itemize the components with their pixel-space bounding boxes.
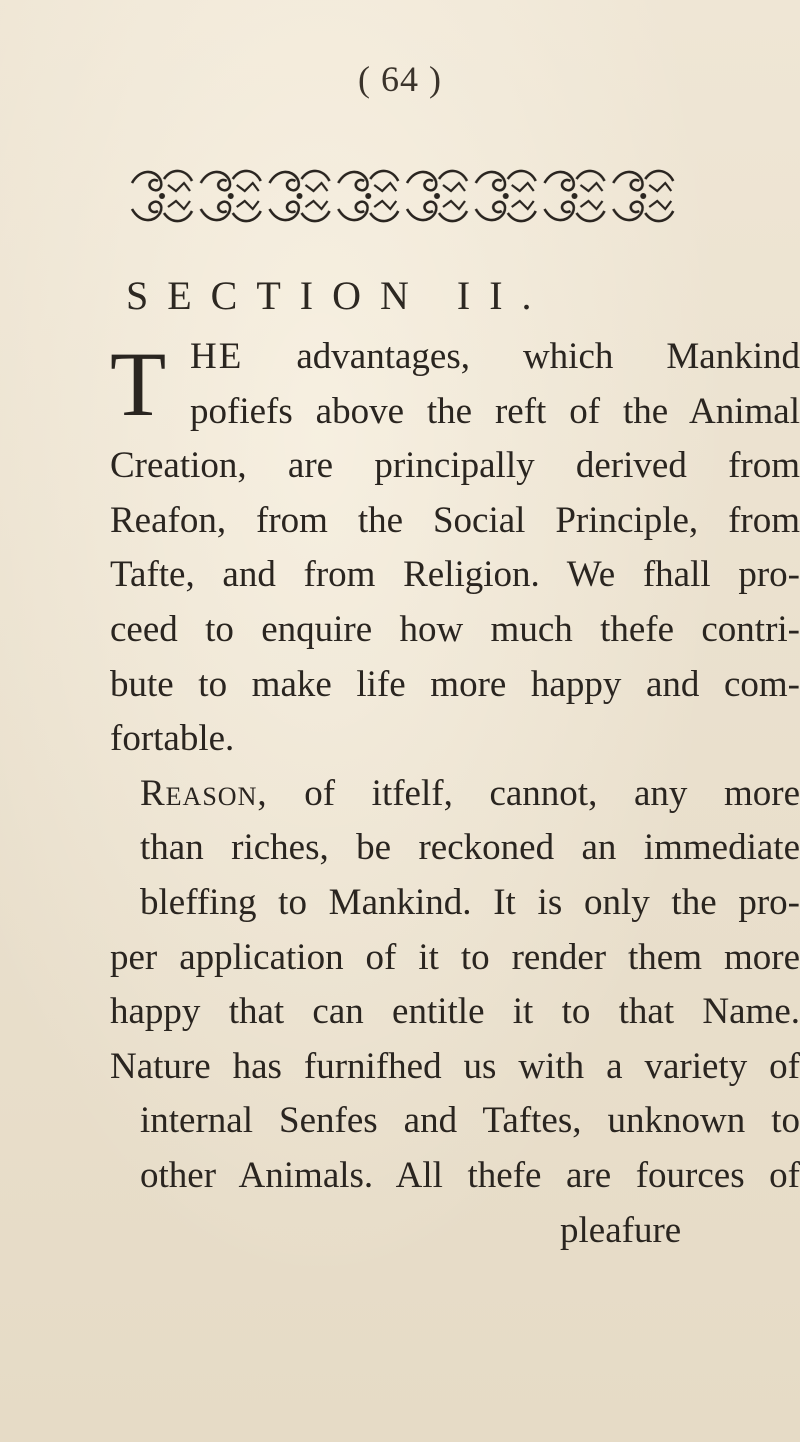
section-heading: SECTION II. xyxy=(126,273,551,318)
text-line: than riches, be reckoned an immediate xyxy=(140,827,800,869)
text-line: internal Senfes and Taftes, unknown to xyxy=(140,1100,800,1142)
first-word-rest: HE xyxy=(190,336,244,377)
page-number: ( 64 ) xyxy=(358,59,442,99)
text-line: happy that can entitle it to that Name. xyxy=(110,991,800,1033)
text-line: Reason, of itfelf, cannot, any more xyxy=(140,772,800,814)
catchword: pleafure xyxy=(560,1209,682,1251)
text-line: ceed to enquire how much thefe contri- xyxy=(110,608,800,650)
text-line: Tafte, and from Religion. We fhall pro- xyxy=(110,554,800,596)
text-line: Creation, are principally derived from xyxy=(110,445,800,487)
text-line: per application of it to render them more xyxy=(110,936,800,978)
text-line: bute to make life more happy and com- xyxy=(110,663,800,705)
drop-cap: T xyxy=(110,333,167,435)
text-line: pofiefs above the reft of the Animal xyxy=(190,390,800,432)
text-line: HE advantages, which Mankind xyxy=(190,336,800,377)
text-line: other Animals. All thefe are fources of xyxy=(140,1154,800,1196)
body-text xyxy=(110,330,800,1258)
text-line: bleffing to Mankind. It is only the pro- xyxy=(140,881,800,923)
para2-first-word: Reason, xyxy=(140,772,268,814)
text-line: fortable. xyxy=(110,718,235,760)
text-line: Nature has furnifhed us with a variety of xyxy=(110,1045,800,1087)
text-line: Reafon, from the Social Principle, from xyxy=(110,499,800,541)
scroll-ornament-icon xyxy=(128,165,678,227)
